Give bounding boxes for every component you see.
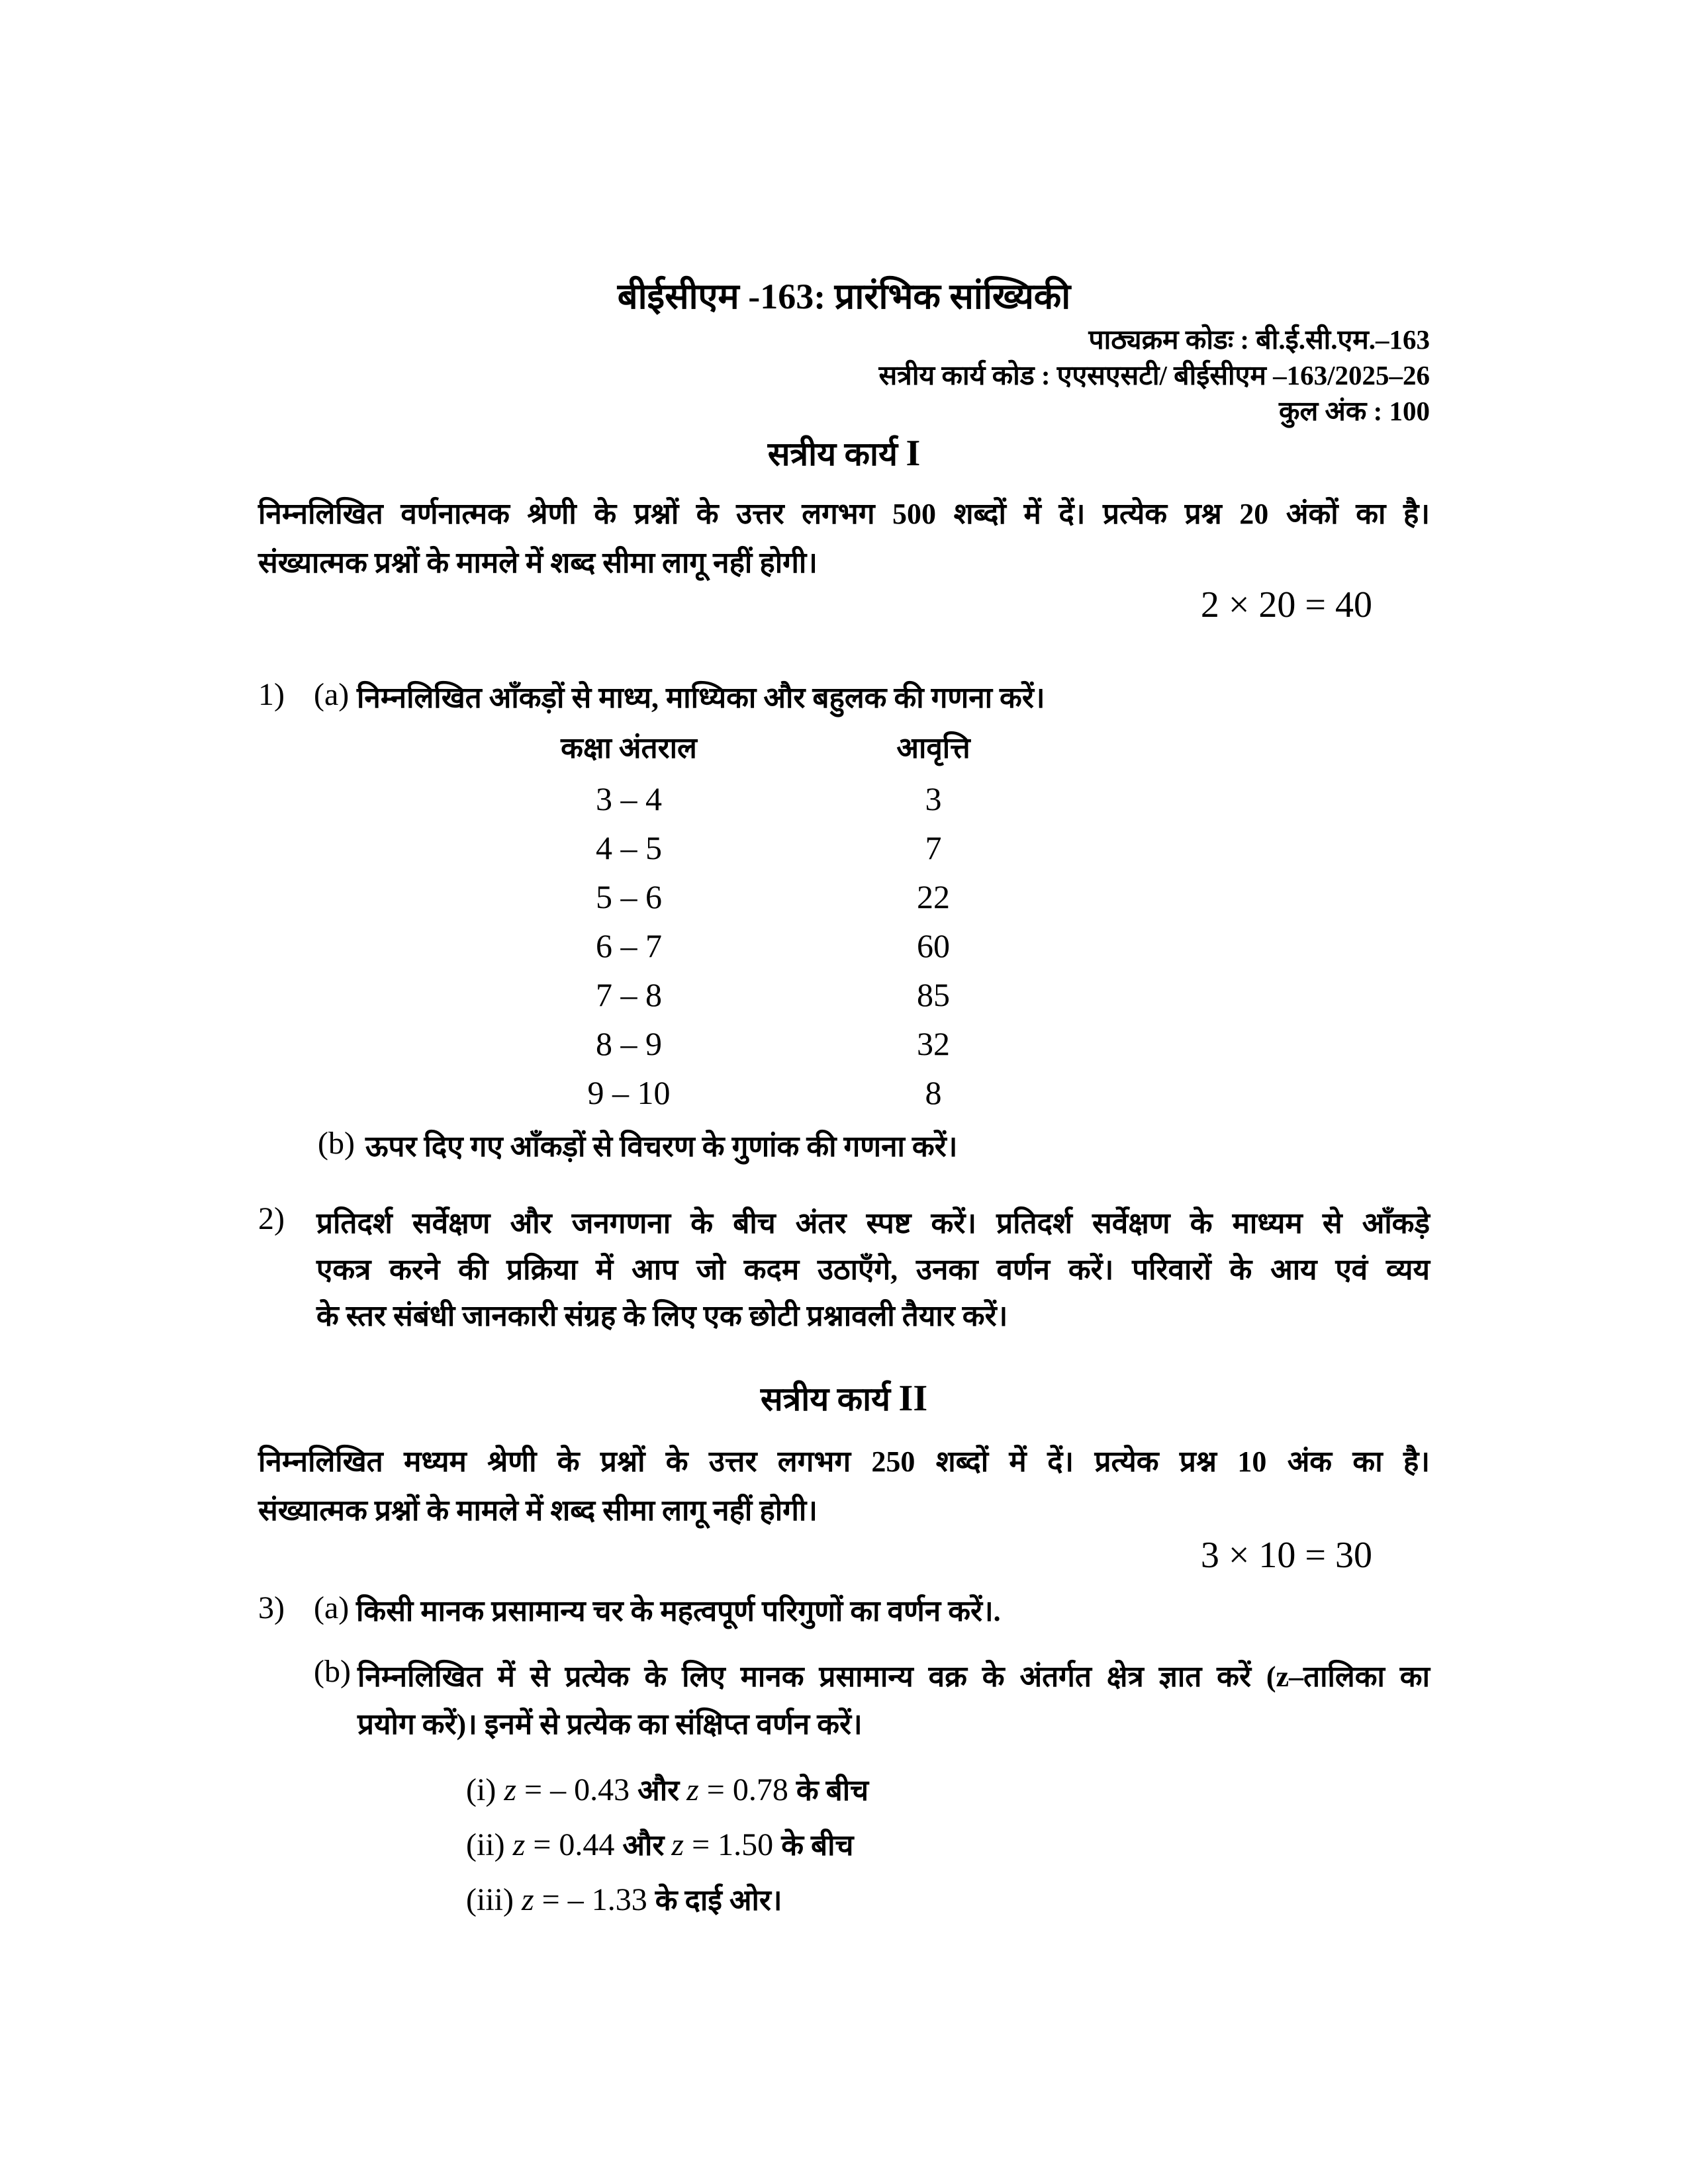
marks-formula-assignment-2: 3 × 10 = 30: [1200, 1535, 1372, 1576]
z-value: = 1.50: [684, 1827, 782, 1862]
assignment-1-instructions: [258, 490, 1430, 588]
part-label: (b): [318, 1126, 355, 1161]
z-variable: z: [512, 1827, 526, 1862]
item-tail-text: के दाई ओर।: [655, 1884, 782, 1917]
section-heading-numeral: I: [906, 433, 921, 474]
section-heading-label: सत्रीय कार्य: [767, 435, 898, 473]
class-interval-cell: 9 – 10: [587, 1074, 671, 1111]
z-value: = – 0.43: [516, 1772, 638, 1807]
course-meta-block: [878, 322, 1430, 429]
z-value: = 0.44: [525, 1827, 623, 1862]
column-header-class-interval: कक्षा अंतराल: [561, 732, 697, 764]
z-score-items: [466, 1763, 868, 1928]
class-interval-cell: 7 – 8: [596, 976, 662, 1013]
part-label: (a): [314, 1590, 350, 1625]
question-number: 3): [258, 1590, 285, 1625]
question-text-block: [316, 1201, 1430, 1340]
frequency-cell: 32: [917, 1025, 950, 1062]
class-interval-cell: 8 – 9: [596, 1025, 662, 1062]
part-label: (a): [314, 677, 350, 712]
item-tail-text: के बीच: [796, 1774, 869, 1807]
course-code-line: पाठ्यक्रम कोडः : बी.ई.सी.एम.–163: [1088, 324, 1430, 355]
frequency-cell: 60: [917, 927, 950, 964]
class-interval-cell: 3 – 4: [596, 780, 662, 817]
assignment-code-line: सत्रीय कार्य कोड : एएसएसटी/ बीईसीएम –163/2025–26: [878, 360, 1430, 390]
instruction-line: निम्नलिखित वर्णनात्मक श्रेणी के प्रश्नों के उत्तर लगभग 500 शब्दों में दें। प्रत्येक प्रश्न 20 अंकों का है।: [258, 498, 1430, 530]
z-value: = – 1.33: [534, 1882, 655, 1917]
question-1b: [0, 1125, 1688, 1178]
section-heading-assignment-1: [0, 430, 1688, 475]
z-value: = 0.78: [698, 1772, 796, 1807]
frequency-cell: 85: [917, 976, 950, 1013]
section-heading-label: सत्रीय कार्य: [760, 1381, 891, 1418]
item-label: (i): [466, 1772, 496, 1807]
section-heading-numeral: II: [898, 1378, 928, 1419]
question-text-line: एकत्र करने की प्रक्रिया में आप जो कदम उठाएँगे, उनका वर्णन करें। परिवारों के आय एवं व्यय: [316, 1253, 1430, 1286]
z-variable: z: [686, 1772, 699, 1807]
question-3a: [0, 1590, 1688, 1643]
question-number: 2): [258, 1201, 285, 1236]
z-variable: z: [521, 1882, 534, 1917]
question-text-block: [357, 1653, 1430, 1749]
item-label: (iii): [466, 1882, 514, 1917]
frequency-cell: 7: [925, 829, 942, 866]
question-text-line: के स्तर संबंधी जानकारी संग्रह के लिए एक छोटी प्रश्नावली तैयार करें।: [316, 1300, 1008, 1332]
frequency-cell: 22: [917, 878, 950, 915]
column-header-frequency: आवृत्ति: [896, 732, 970, 764]
assignment-2-instructions: [258, 1437, 1430, 1535]
total-marks-line: कुल अंक : 100: [1278, 396, 1430, 426]
instruction-line: निम्नलिखित मध्यम श्रेणी के प्रश्नों के उत्तर लगभग 250 शब्दों में दें। प्रत्येक प्रश्न 10 अंक का है।: [258, 1445, 1430, 1478]
conjunction: और: [637, 1774, 687, 1807]
z-item-ii: [466, 1818, 868, 1873]
instruction-line: संख्यात्मक प्रश्नों के मामले में शब्द सीमा लागू नहीं होगी।: [258, 547, 818, 579]
marks-formula-assignment-1: 2 × 20 = 40: [1200, 584, 1372, 625]
instruction-line: संख्यात्मक प्रश्नों के मामले में शब्द सीमा लागू नहीं होगी।: [258, 1494, 818, 1527]
question-text: निम्नलिखित आँकड़ों से माध्य, माध्यिका और बहुलक की गणना करें।: [357, 682, 1045, 714]
class-interval-cell: 4 – 5: [596, 829, 662, 866]
question-text-line: निम्नलिखित में से प्रत्येक के लिए मानक प्रसामान्य वक्र के अंतर्गत क्षेत्र ज्ञात करें (z–तालिका का: [357, 1661, 1430, 1693]
question-1a: [0, 676, 1688, 729]
class-interval-cell: 5 – 6: [596, 878, 662, 915]
item-tail-text: के बीच: [781, 1829, 854, 1862]
section-heading-assignment-2: [0, 1375, 1688, 1420]
question-text: ऊपर दिए गए आँकड़ों से विचरण के गुणांक की गणना करें।: [365, 1130, 958, 1163]
frequency-cell: 3: [925, 780, 942, 817]
question-number: 1): [258, 677, 285, 712]
course-title: बीईसीएम -163: प्रारंभिक सांख्यिकी: [617, 277, 1071, 316]
frequency-cell: 8: [925, 1074, 942, 1111]
question-text-line: प्रयोग करें)। इनमें से प्रत्येक का संक्षिप्त वर्णन करें।: [357, 1708, 863, 1741]
z-item-iii: [466, 1873, 868, 1928]
question-text: किसी मानक प्रसामान्य चर के महत्वपूर्ण परिगुणों का वर्णन करें।.: [356, 1595, 1001, 1627]
z-variable: z: [671, 1827, 684, 1862]
part-label: (b): [314, 1654, 351, 1689]
z-variable: z: [504, 1772, 516, 1807]
item-label: (ii): [466, 1827, 505, 1862]
class-interval-cell: 6 – 7: [596, 927, 662, 964]
z-item-i: [466, 1763, 868, 1818]
question-text-line: प्रतिदर्श सर्वेक्षण और जनगणना के बीच अंतर स्पष्ट करें। प्रतिदर्श सर्वेक्षण के माध्यम से आँकड़े: [316, 1207, 1430, 1240]
conjunction: और: [622, 1829, 672, 1862]
